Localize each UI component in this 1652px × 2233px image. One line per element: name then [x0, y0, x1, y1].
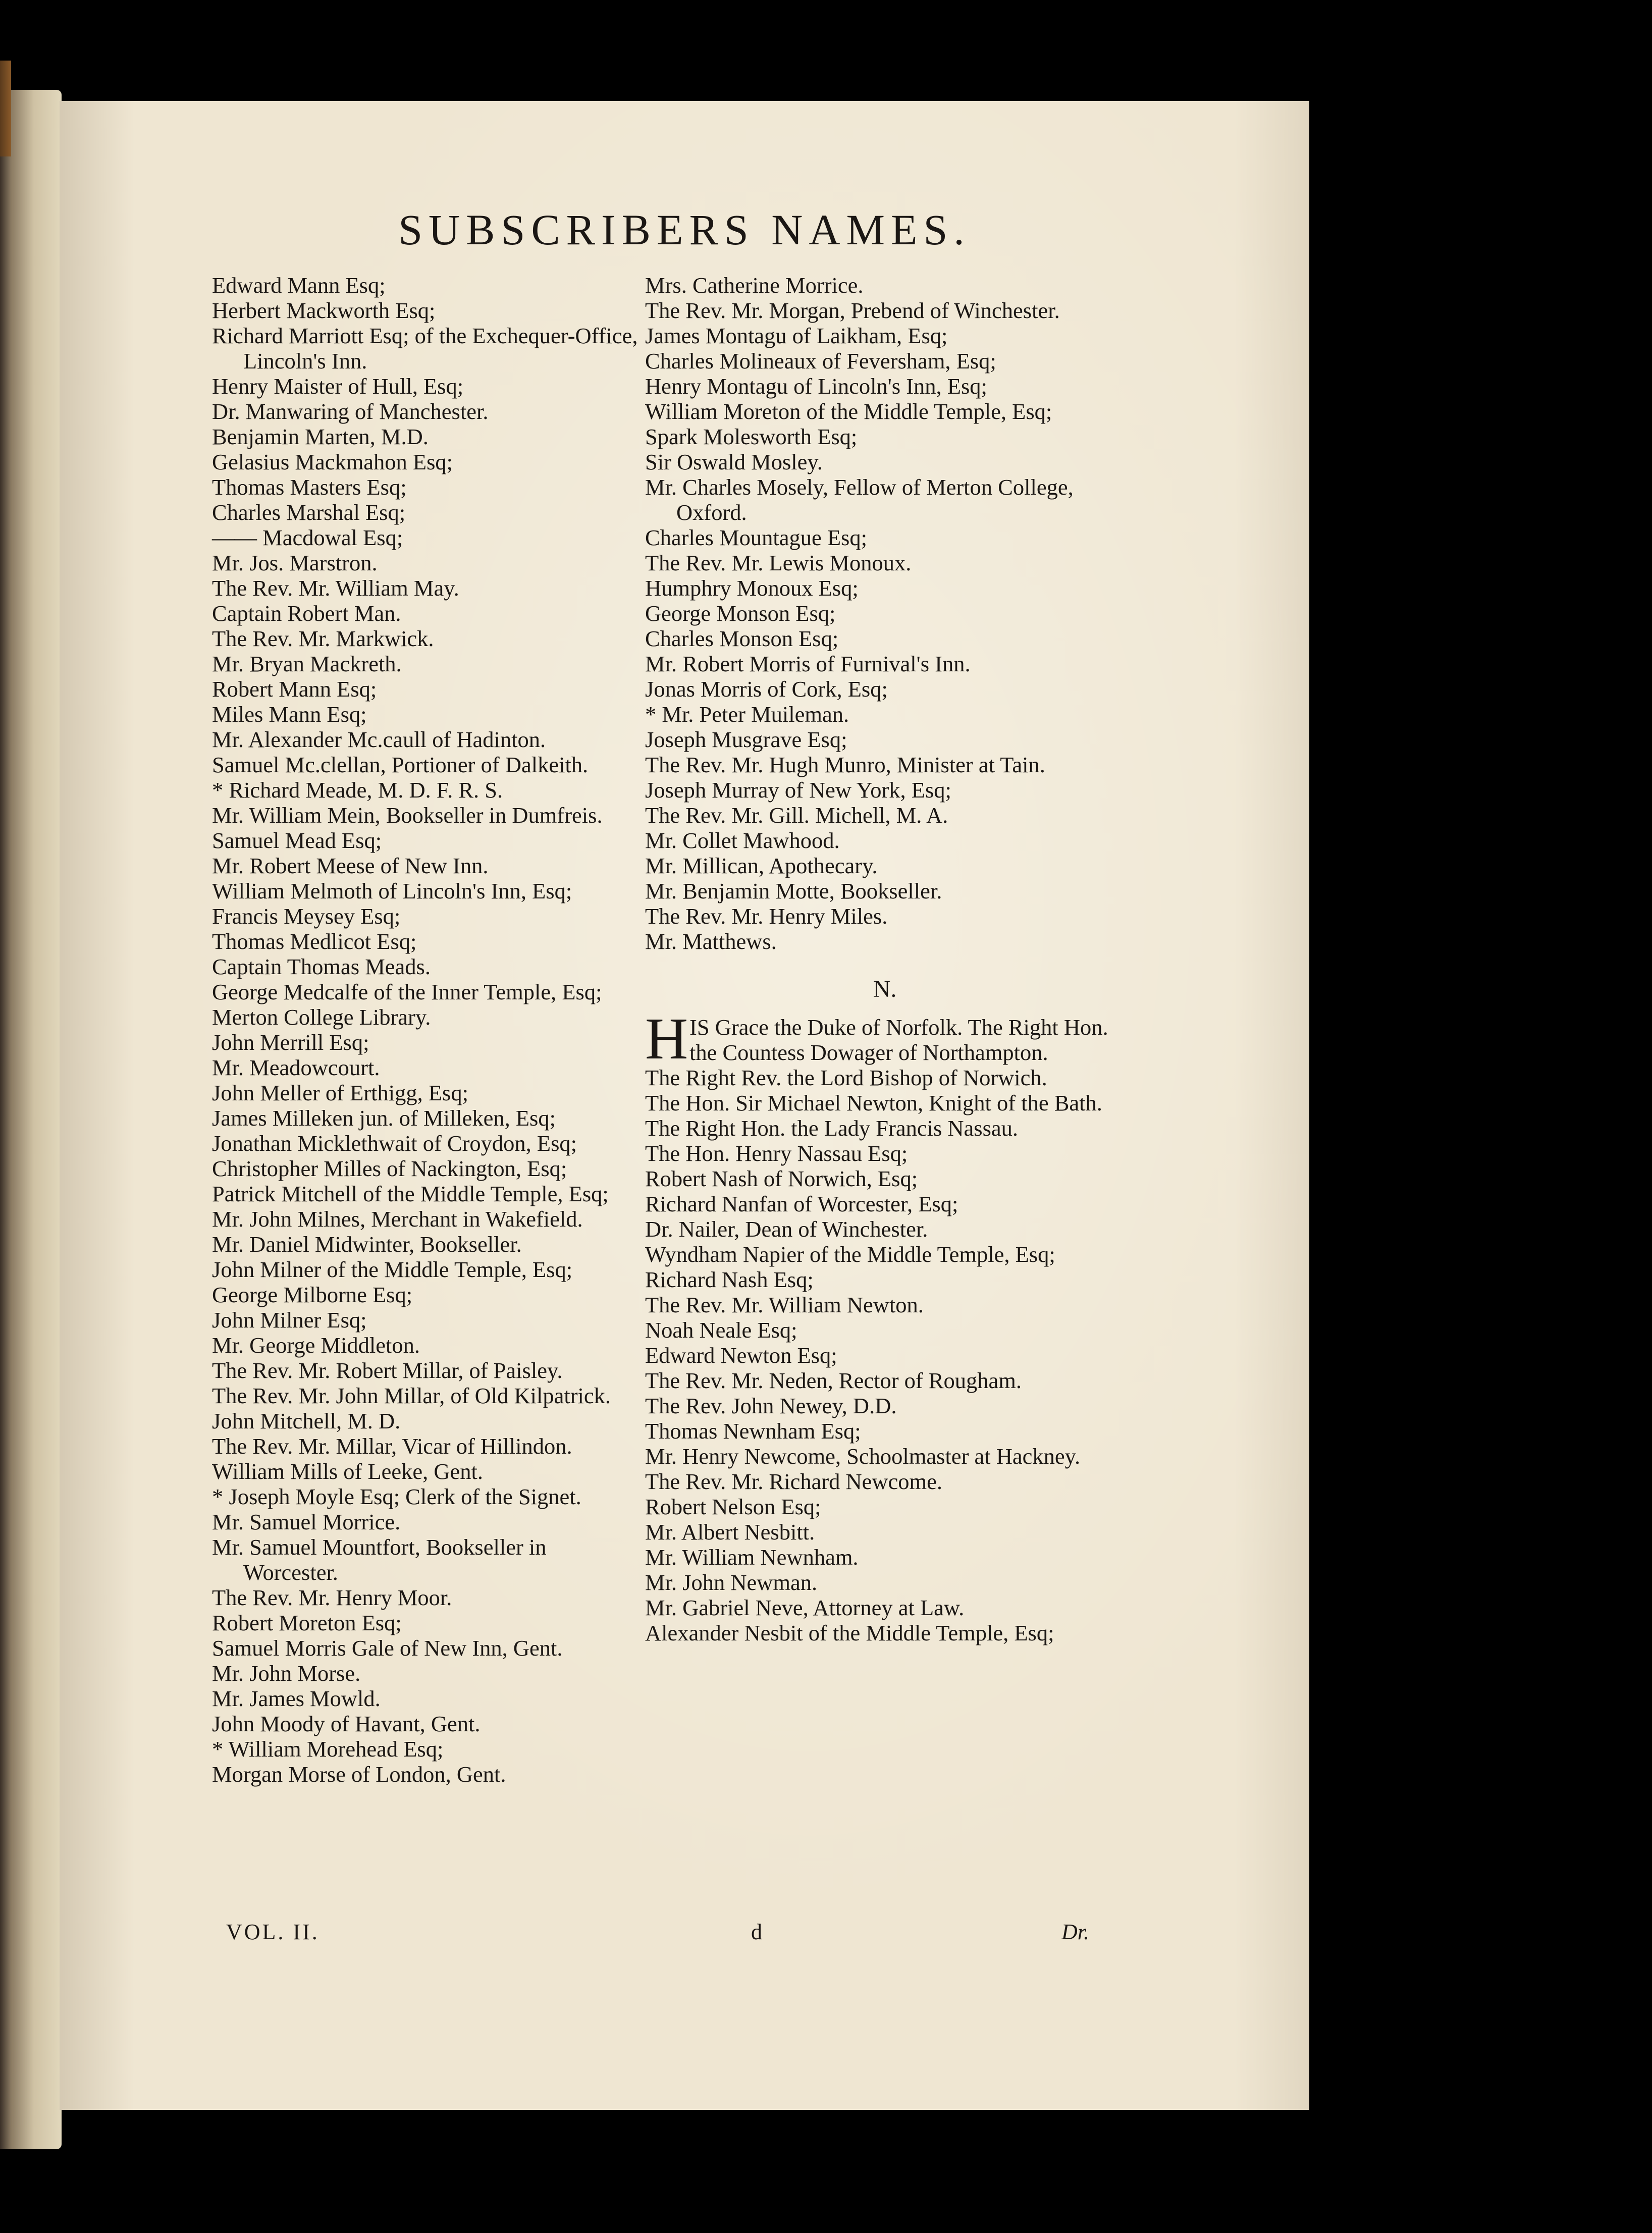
subscriber-entry: Mr. Robert Meese of New Inn.: [212, 853, 489, 878]
subscriber-entry: Herbert Mackworth Esq;: [212, 298, 436, 323]
subscriber-entry: * Richard Meade, M. D. F. R. S.: [212, 777, 503, 803]
facing-page-edge: [0, 90, 62, 2149]
subscriber-entry: Captain Robert Man.: [212, 601, 401, 626]
subscriber-entry: Charles Monson Esq;: [645, 626, 839, 651]
subscriber-entry: Humphry Monoux Esq;: [645, 575, 859, 601]
subscriber-entry: Charles Mountague Esq;: [645, 525, 867, 550]
subscriber-entry: Alexander Nesbit of the Middle Temple, Esq;: [645, 1620, 1054, 1645]
subscriber-entry: Sir Oswald Mosley.: [645, 449, 823, 474]
subscriber-entry: The Rev. Mr. William May.: [212, 575, 459, 601]
subscriber-entry: Samuel Mc.clellan, Portioner of Dalkeith.: [212, 752, 589, 777]
left-column: [212, 273, 641, 1787]
subscriber-entry: Mr. John Milnes, Merchant in Wakefield.: [212, 1206, 583, 1232]
subscriber-entry: * Mr. Peter Muileman.: [645, 702, 849, 727]
subscriber-entry: —— Macdowal Esq;: [212, 525, 403, 550]
subscriber-entry: Robert Nash of Norwich, Esq;: [645, 1166, 918, 1191]
subscriber-entry: John Merrill Esq;: [212, 1030, 369, 1055]
subscriber-entry: Mr. James Mowld.: [212, 1686, 381, 1711]
subscriber-entry: Mr. Matthews.: [645, 929, 777, 954]
subscriber-entry: The Rev. Mr. Neden, Rector of Rougham.: [645, 1368, 1022, 1393]
subscriber-entry: * William Morehead Esq;: [212, 1736, 444, 1762]
subscriber-entry: William Mills of Leeke, Gent.: [212, 1459, 484, 1484]
subscriber-entry: Richard Marriott Esq; of the Exchequer-Office, Lincoln's Inn.: [212, 323, 638, 374]
subscriber-entry: Mr. Robert Morris of Furnival's Inn.: [645, 651, 971, 676]
subscriber-entry: Charles Marshal Esq;: [212, 500, 406, 525]
subscriber-entry: The Right Rev. the Lord Bishop of Norwich.: [645, 1065, 1047, 1090]
subscriber-entry: The Right Hon. the Lady Francis Nassau.: [645, 1115, 1019, 1141]
subscriber-entry: Robert Mann Esq;: [212, 676, 377, 702]
subscriber-entry: Mr. Henry Newcome, Schoolmaster at Hackney.: [645, 1444, 1081, 1469]
subscriber-entry: IS Grace the Duke of Norfolk. The Right Hon. the Countess Dowager of Northampton.: [689, 1015, 1108, 1065]
subscriber-entry: Richard Nanfan of Worcester, Esq;: [645, 1191, 958, 1216]
subscriber-entry: Henry Montagu of Lincoln's Inn, Esq;: [645, 374, 987, 399]
subscriber-entry: The Rev. Mr. Millar, Vicar of Hillindon.: [212, 1433, 572, 1459]
page-title: SUBSCRIBERS NAMES.: [398, 205, 971, 254]
subscriber-entry: John Mitchell, M. D.: [212, 1408, 401, 1433]
signature-mark: d: [751, 1920, 762, 1944]
subscriber-entry: The Rev. Mr. Henry Miles.: [645, 903, 888, 929]
subscriber-entry: Mr. William Mein, Bookseller in Dumfreis.: [212, 803, 603, 828]
subscriber-entry: Morgan Morse of London, Gent.: [212, 1762, 506, 1787]
subscriber-entry: The Hon. Henry Nassau Esq;: [645, 1141, 908, 1166]
subscriber-entry: Merton College Library.: [212, 1004, 431, 1030]
subscriber-entry: Gelasius Mackmahon Esq;: [212, 449, 453, 474]
subscriber-entry: The Rev. Mr. Robert Millar, of Paisley.: [212, 1358, 563, 1383]
subscriber-entry: Thomas Masters Esq;: [212, 474, 407, 500]
subscriber-entry: Joseph Musgrave Esq;: [645, 727, 847, 752]
subscriber-entry: The Rev. Mr. Richard Newcome.: [645, 1469, 943, 1494]
subscriber-entry: Mr. John Morse.: [212, 1661, 361, 1686]
subscriber-entry: Mr. Benjamin Motte, Bookseller.: [645, 878, 942, 903]
subscriber-entry: Thomas Newnham Esq;: [645, 1418, 861, 1444]
subscriber-entry: Mrs. Catherine Morrice.: [645, 273, 864, 298]
subscriber-entry: John Meller of Erthigg, Esq;: [212, 1080, 468, 1105]
dropcap-entry: [645, 1005, 1125, 1072]
subscriber-entry: Mr. George Middleton.: [212, 1333, 420, 1358]
subscriber-entry: William Melmoth of Lincoln's Inn, Esq;: [212, 878, 572, 903]
subscriber-entry: Mr. Samuel Mountfort, Bookseller in Worcester.: [212, 1534, 547, 1585]
subscriber-entry: Dr. Nailer, Dean of Winchester.: [645, 1216, 928, 1242]
subscriber-entry: Wyndham Napier of the Middle Temple, Esq;: [645, 1242, 1055, 1267]
subscriber-entry: Robert Moreton Esq;: [212, 1610, 402, 1635]
subscriber-entry: Robert Nelson Esq;: [645, 1494, 821, 1519]
subscriber-entry: Mr. Millican, Apothecary.: [645, 853, 878, 878]
subscriber-entry: Jonas Morris of Cork, Esq;: [645, 676, 888, 702]
subscriber-entry: Mr. Alexander Mc.caull of Hadinton.: [212, 727, 546, 752]
binding-edge: [0, 61, 11, 156]
subscriber-entry: Mr. Bryan Mackreth.: [212, 651, 402, 676]
subscriber-entry: The Rev. Mr. William Newton.: [645, 1292, 924, 1317]
subscriber-entry: John Milner of the Middle Temple, Esq;: [212, 1257, 573, 1282]
book-page: [60, 101, 1309, 2110]
subscriber-entry: Captain Thomas Meads.: [212, 954, 431, 979]
subscriber-entry: Benjamin Marten, M.D.: [212, 424, 429, 449]
subscriber-entry: Mr. Gabriel Neve, Attorney at Law.: [645, 1595, 965, 1620]
subscriber-entry: Mr. Daniel Midwinter, Bookseller.: [212, 1232, 522, 1257]
drop-capital: H: [645, 1005, 688, 1072]
subscriber-entry: John Milner Esq;: [212, 1307, 367, 1333]
subscriber-entry: The Rev. Mr. Gill. Michell, M. A.: [645, 803, 948, 828]
subscriber-entry: * Joseph Moyle Esq; Clerk of the Signet.: [212, 1484, 581, 1509]
subscriber-entry: Edward Mann Esq;: [212, 273, 386, 298]
subscriber-entry: Mr. Albert Nesbitt.: [645, 1519, 815, 1545]
subscriber-entry: Mr. Collet Mawhood.: [645, 828, 840, 853]
subscriber-entry: The Rev. Mr. Markwick.: [212, 626, 434, 651]
subscriber-entry: George Monson Esq;: [645, 601, 836, 626]
subscriber-entry: Samuel Morris Gale of New Inn, Gent.: [212, 1635, 563, 1661]
right-column: [645, 273, 1125, 1645]
subscriber-entry: James Milleken jun. of Milleken, Esq;: [212, 1105, 556, 1131]
subscriber-entry: The Rev. Mr. Henry Moor.: [212, 1585, 452, 1610]
subscriber-entry: The Rev. John Newey, D.D.: [645, 1393, 897, 1418]
subscriber-entry: William Moreton of the Middle Temple, Esq;: [645, 399, 1052, 424]
subscriber-entry: Mr. Jos. Marstron.: [212, 550, 378, 575]
subscriber-entry: Miles Mann Esq;: [212, 702, 367, 727]
subscriber-entry: Thomas Medlicot Esq;: [212, 929, 417, 954]
subscriber-entry: The Rev. Mr. Lewis Monoux.: [645, 550, 912, 575]
subscriber-entry: Joseph Murray of New York, Esq;: [645, 777, 951, 803]
subscriber-entry: Henry Maister of Hull, Esq;: [212, 374, 464, 399]
subscriber-entry: Mr. Meadowcourt.: [212, 1055, 380, 1080]
volume-label: VOL. II.: [226, 1920, 319, 1944]
subscriber-entry: John Moody of Havant, Gent.: [212, 1711, 481, 1736]
subscriber-entry: James Montagu of Laikham, Esq;: [645, 323, 948, 348]
subscriber-entry: Jonathan Micklethwait of Croydon, Esq;: [212, 1131, 577, 1156]
subscriber-entry: Noah Neale Esq;: [645, 1317, 797, 1343]
subscriber-entry: The Rev. Mr. John Millar, of Old Kilpatrick.: [212, 1383, 611, 1408]
subscriber-entry: Dr. Manwaring of Manchester.: [212, 399, 489, 424]
subscriber-entry: Francis Meysey Esq;: [212, 903, 401, 929]
subscriber-entry: The Hon. Sir Michael Newton, Knight of the Bath.: [645, 1090, 1102, 1115]
subscriber-entry: Mr. Samuel Morrice.: [212, 1509, 401, 1534]
subscriber-entry: Patrick Mitchell of the Middle Temple, Esq;: [212, 1181, 609, 1206]
subscriber-entry: Charles Molineaux of Feversham, Esq;: [645, 348, 996, 374]
subscriber-entry: Mr. John Newman.: [645, 1570, 818, 1595]
subscriber-entry: George Medcalfe of the Inner Temple, Esq;: [212, 979, 602, 1004]
subscriber-entry: Mr. William Newnham.: [645, 1545, 859, 1570]
subscriber-entry: Spark Molesworth Esq;: [645, 424, 858, 449]
subscriber-entry: Richard Nash Esq;: [645, 1267, 814, 1292]
subscriber-entry: Christopher Milles of Nackington, Esq;: [212, 1156, 567, 1181]
subscriber-entry: The Rev. Mr. Morgan, Prebend of Winchester.: [645, 298, 1060, 323]
subscriber-entry: Mr. Charles Mosely, Fellow of Merton College, Oxford.: [645, 474, 1074, 525]
subscriber-entry: George Milborne Esq;: [212, 1282, 413, 1307]
subscriber-entry: The Rev. Mr. Hugh Munro, Minister at Tain.: [645, 752, 1045, 777]
catchword: Dr.: [1061, 1920, 1090, 1944]
section-heading-n: N.: [873, 976, 897, 1002]
subscriber-entry: Samuel Mead Esq;: [212, 828, 382, 853]
subscriber-entry: Edward Newton Esq;: [645, 1343, 837, 1368]
